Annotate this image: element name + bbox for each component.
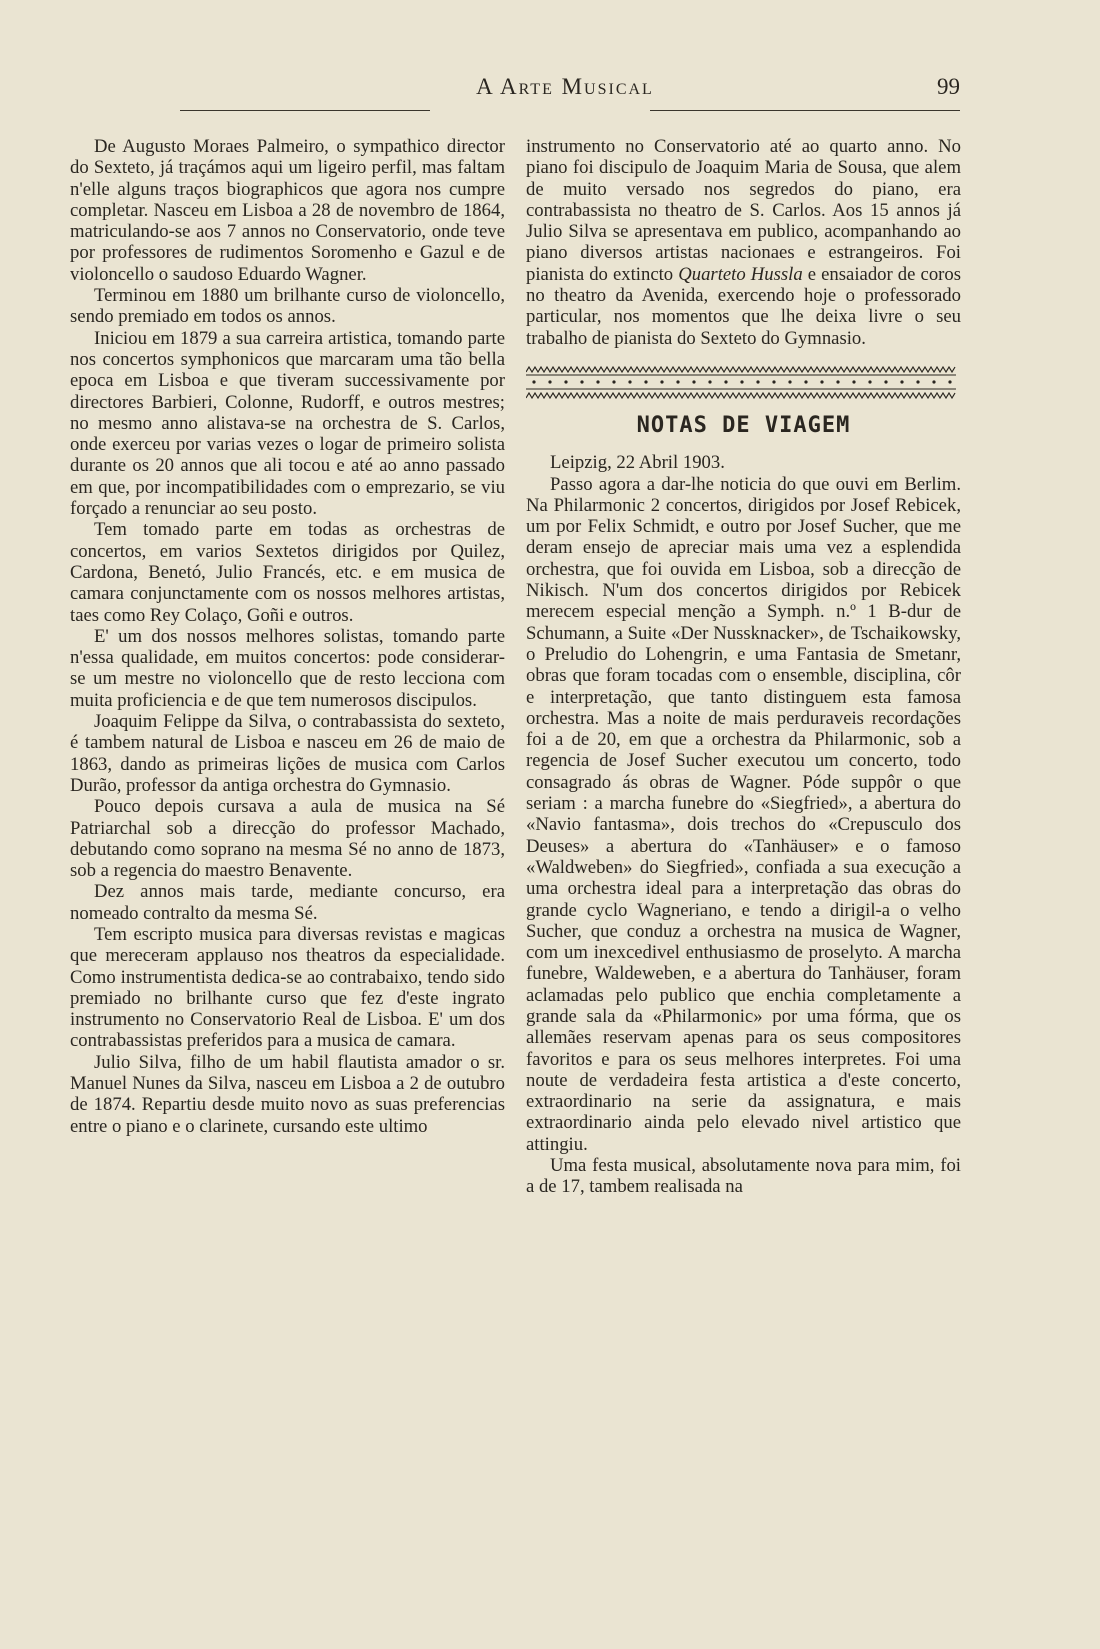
continuation-text-before: instrumento no Conservatorio até ao quarto anno. No piano foi discipulo de Joaquim Maria de Sousa, que alem de muito versado nos segredos do piano, era contrabassista no theatro de S. Carlos. Aos 15 annos já Julio Silva se apresentava em publico, acompanhando ao piano diversos artistas nacionaes e estrangeiros. Foi pianista do extincto: [526, 136, 961, 285]
running-title: A Arte Musical: [476, 74, 654, 99]
paragraph: Iniciou em 1879 a sua carreira artistica, tomando parte nos concertos symphonicos que marcaram uma tão bella epoca em Lisboa e que tiveram successivamente por directores Barbieri, Colonne, Rudorff, e outros mestres; no mesmo anno alistava-se na orchestra de S. Carlos, onde exerceu por varias vezes o logar de primeiro solista durante os 20 annos que ali tocou e até ao anno passado em que, por incompatibilidades com o emprezario, se viu forçado a renunciar ao seu posto.: [70, 327, 505, 520]
quartet-name: Quarteto Hussla: [678, 263, 803, 285]
paragraph: E' um dos nossos melhores solistas, tomando parte n'essa qualidade, em muitos concertos: pode considerar-se um mestre no violoncello que de resto lecciona com muita proficiencia e de que tem numerosos discipulos.: [70, 625, 505, 711]
header-rule-left: [180, 110, 430, 111]
page-header: [70, 70, 960, 110]
paragraph: Joaquim Felippe da Silva, o contrabassista do sexteto, é tambem natural de Lisboa e nasceu em 26 de maio de 1863, dando as primeiras lições de musica com Carlos Durão, professor da antiga orchestra do Gymnasio.: [70, 711, 505, 796]
continuation-paragraph: [526, 136, 961, 349]
decorative-divider: [526, 365, 961, 401]
section-title: NOTAS DE VIAGEM: [636, 412, 851, 438]
paragraph: De Augusto Moraes Palmeiro, o sympathico director do Sexteto, já traçámos aqui um ligeiro perfil, mas faltam n'elle alguns traços biographicos que agora nos cumpre completar. Nasceu em Lisboa a 28 de novembro de 1864, matriculando-se aos 7 annos no Conservatorio, onde teve por professores de rudimentos Soromenho e Gazul e de violoncello o saudoso Eduardo Wagner.: [70, 136, 505, 285]
page-number: 99: [937, 74, 960, 99]
continuation-text-after: e ensaiador de coros no theatro da Avenida, exercendo hoje o professorado particular, nos momentos que lhe deixa livre o seu trabalho de pianista do Sexteto do Gymnasio.: [526, 263, 961, 349]
divider-ornament-icon: [526, 365, 956, 401]
paragraph: Pouco depois cursava a aula de musica na Sé Patriarchal sob a direcção do professor Machado, debutando como soprano na mesma Sé no anno de 1873, sob a regencia do maestro Benavente.: [70, 796, 505, 882]
paragraph: Passo agora a dar-lhe noticia do que ouvi em Berlim. Na Philarmonic 2 concertos, dirigidos por Josef Rebicek, um por Felix Schmidt, e outro por Josef Sucher, que me deram ensejo de apreciar mais uma vez a esplendida orchestra, que foi ouvida em Lisboa, sob a direcção de Nikisch. N'um dos concertos dirigidos por Rebicek merecem especial menção a Symph. n.º 1 B-dur de Schumann, a Suite «Der Nussknacker», de Tschaikowsky, o Preludio do Lohengrin, e uma Fantasia de Smetanr, obras que foram tocadas com o ensemble, disciplina, côr e interpretação, que tanto distinguem esta famosa orchestra. Mas a noite de mais perduraveis recordações foi a de 20, em que a orchestra da Philarmonic, sob a regencia de Josef Sucher executou um concerto, todo consagrado ás obras de Wagner. Póde suppôr o que seriam : a marcha funebre do «Siegfried», a abertura do «Navio fantasma», dois trechos do «Crepusculo dos Deuses» a abertura do «Tanhäuser» e o famoso «Waldweben» do Siegfried», confiada a sua execução a uma orchestra ideal para a interpretação das obras do grande cyclo Wagneriano, e tendo a dirigil-a o velho Sucher, que conduz a orchestra na musica de Wagner, com um inexcedivel enthusiasmo de proselyto. A marcha funebre, Waldeweben, e a abertura do Tanhäuser, foram aclamadas pelo publico que enchia completamente a grande sala da «Philarmonic» por uma fórma, que os allemães reservam apenas para os seus compositores favoritos e para os seus melhores interpretes. Foi uma noute de verdadeira festa artistica a d'este concerto, extraordinario na serie da assignatura, e mais extraordinario ainda pelo elevado nivel artistico que attingiu.: [526, 473, 961, 1155]
paragraph: Julio Silva, filho de um habil flautista amador o sr. Manuel Nunes da Silva, nasceu em Lisboa a 2 de outubro de 1874. Repartiu desde muito novo as suas preferencias entre o piano e o clarinete, cursando este ultimo: [70, 1051, 505, 1137]
left-column: [70, 136, 505, 1137]
right-column: [526, 136, 961, 1198]
paragraph: Dez annos mais tarde, mediante concurso, era nomeado contralto da mesma Sé.: [70, 881, 505, 924]
paragraph: Tem tomado parte em todas as orchestras de concertos, em varios Sextetos dirigidos por Quilez, Cardona, Benetó, Julio Francés, etc. e em musica de camara conjunctamente com os nossos melhores artistas, taes como Rey Colaço, Goñi e outros.: [70, 519, 505, 626]
paragraph: Uma festa musical, absolutamente nova para mim, foi a de 17, tambem realisada na: [526, 1155, 961, 1198]
header-rule-right: [650, 110, 960, 111]
paragraph: Tem escripto musica para diversas revistas e magicas que mereceram applauso nos theatros da especialidade. Como instrumentista dedica-se ao contrabaixo, tendo sido premiado no brilhante curso que fez d'este ingrato instrumento no Conservatorio Real de Lisboa. E' um dos contrabassistas preferidos para a musica de camara.: [70, 923, 505, 1052]
paragraph: Terminou em 1880 um brilhante curso de violoncello, sendo premiado em todos os annos.: [70, 285, 505, 328]
dateline: Leipzig, 22 Abril 1903.: [550, 452, 725, 474]
